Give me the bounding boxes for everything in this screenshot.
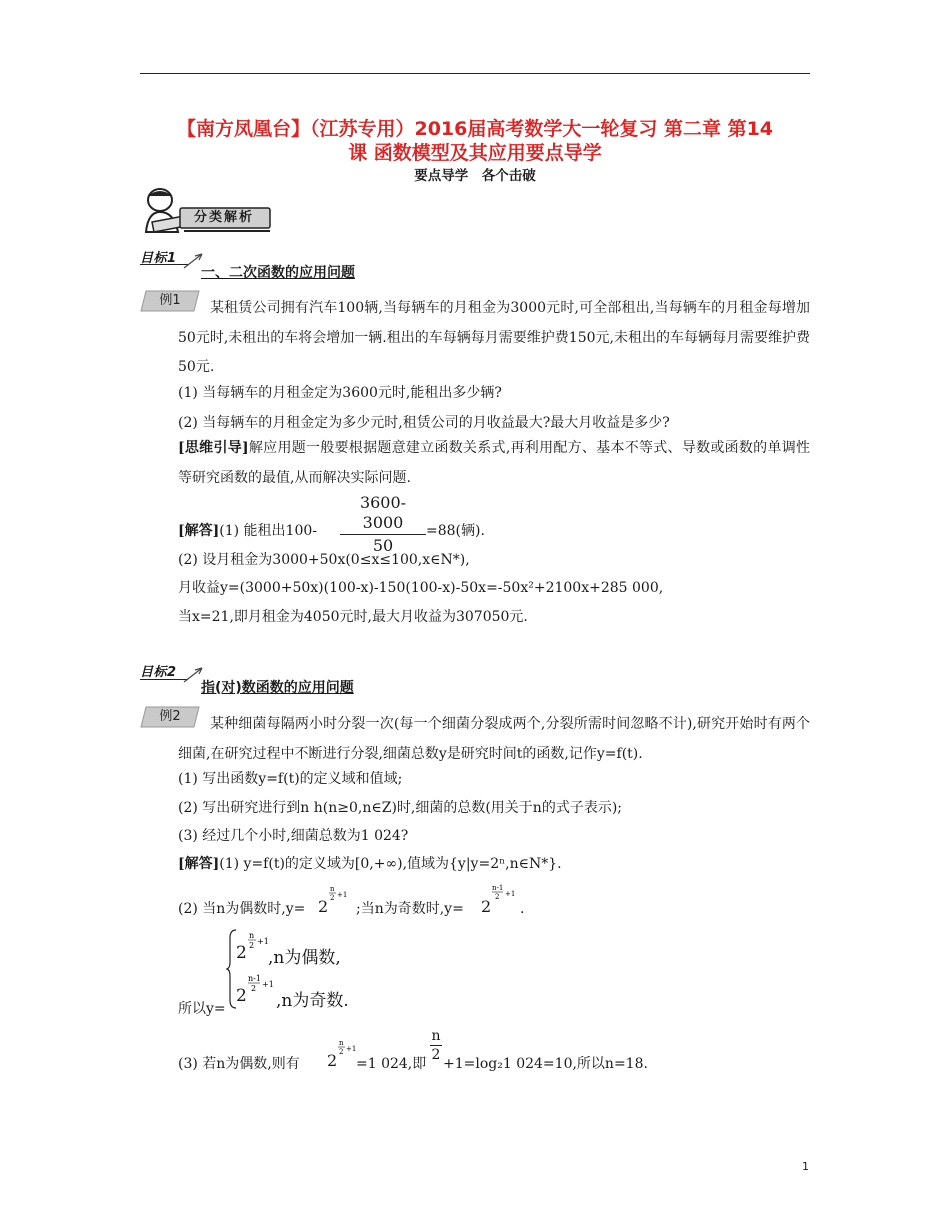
section-banner: [138, 186, 273, 234]
answer1-part3: 月收益y=(3000+50x)(100-x)-150(100-x)-50x=-50x²+2100x+285 000,: [178, 580, 664, 596]
svg-text:n: n: [330, 885, 335, 893]
document-subtitle: 要点导学 各个击破: [414, 168, 536, 184]
document-title-line2: 课 函数模型及其应用要点导学: [348, 142, 602, 164]
power-base: 2: [236, 943, 247, 963]
example2-question3: (3) 经过几个小时,细菌总数为1 024?: [178, 828, 409, 844]
answer2-part3-end: +1=log₂1 024=10,所以n=18.: [443, 1056, 648, 1072]
power-base: 2: [327, 1051, 338, 1070]
example2-problem: 某种细菌每隔两小时分裂一次(每一个细菌分裂成两个,分裂所需时间忽略不计),研究开始时有两个细菌,在研究过程中不断进行分裂,细菌总数y是研究时间t的函数,记作y=f(t).: [178, 716, 810, 762]
svg-text:2: 2: [251, 984, 257, 993]
power-base: 2: [236, 986, 247, 1006]
example1-problem: 某租赁公司拥有汽车100辆,当每辆车的月租金为3000元时,可全部租出,当每辆车的月租金每增加50元时,未租出的车将会增加一辆.租出的车每辆每月需要维护费150元,未租出的车每辆每月需要维护费50元.: [178, 300, 810, 375]
svg-text:+1: +1: [262, 980, 274, 989]
answer2-label: [解答]: [178, 856, 220, 872]
goal1-badge: 目标1: [140, 251, 177, 266]
exponent-even-2: [247, 931, 269, 953]
answer1-fraction: [340, 493, 426, 556]
banner-label: 分类解析: [194, 210, 255, 225]
example1-label: 例1: [159, 293, 181, 308]
svg-text:+1: +1: [257, 937, 269, 946]
svg-text:+1: +1: [337, 891, 348, 899]
case-even-text: ,n为偶数,: [268, 948, 341, 968]
svg-text:2: 2: [330, 894, 335, 902]
goal1-heading: 一、二次函数的应用问题: [201, 265, 355, 281]
answer2-part2-end: .: [520, 901, 525, 917]
example2-label: 例2: [159, 709, 181, 724]
answer2-part2-mid: ;当n为奇数时,y=: [356, 901, 464, 917]
answer1-suffix: =88(辆).: [426, 523, 485, 539]
header-rule: [140, 73, 810, 74]
goal2-badge: 目标2: [140, 665, 177, 680]
example1-hint: [178, 434, 810, 493]
goal2-heading: 指(对)数函数的应用问题: [201, 680, 354, 696]
example1-question2: (2) 当每辆车的月租金定为多少元时,租赁公司的月收益最大?最大月收益是多少?: [178, 415, 670, 431]
example2-question2: (2) 写出研究进行到n h(n≥0,n∈Z)时,细菌的总数(用关于n的式子表示);: [178, 800, 623, 816]
answer2-so-y: 所以y=: [178, 1001, 226, 1017]
n-over-2-numerator: n: [431, 1028, 441, 1044]
exponent-odd-2: [247, 974, 277, 996]
answer2-part1-text: (1) y=f(t)的定义域为[0,+∞),值域为{y|y=2ⁿ,n∈N*}.: [219, 856, 562, 872]
n-over-2: [430, 1028, 442, 1063]
n-over-2-denominator: 2: [431, 1047, 441, 1063]
power-base: 2: [318, 897, 329, 916]
example1-question1: (1) 当每辆车的月租金定为3600元时,能租出多少辆?: [178, 385, 502, 401]
svg-text:n-1: n-1: [248, 974, 261, 983]
power-base: 2: [481, 897, 492, 916]
svg-text:n: n: [249, 931, 255, 940]
answer2-part2-prefix: (2) 当n为偶数时,y=: [178, 901, 306, 917]
answer1-label: [解答]: [178, 523, 220, 539]
fraction-denominator: 50: [372, 536, 394, 555]
answer2-part3-mid: =1 024,即: [356, 1056, 427, 1072]
answer1-part1: [178, 521, 317, 541]
exponent-even-1: [328, 885, 348, 907]
goal2-underline: [140, 679, 188, 680]
svg-text:n-1: n-1: [492, 884, 504, 892]
fraction-numerator: 3600-3000: [359, 493, 407, 532]
exponent-odd-1: [491, 884, 521, 906]
exponent-even-3: [337, 1039, 357, 1061]
svg-text:+1: +1: [505, 890, 516, 898]
answer1-part2: (2) 设月租金为3000+50x(0≤x≤100,x∈N*),: [178, 552, 470, 568]
hint-label: [思维引导]: [178, 440, 249, 456]
svg-text:n: n: [339, 1039, 344, 1047]
hint-text: 解应用题一般要根据题意建立函数关系式,再利用配方、基本不等式、导数或函数的单调性等研究函数的最值,从而解决实际问题.: [178, 440, 811, 486]
answer2-part1: [178, 854, 562, 874]
goal1-underline: [140, 264, 188, 265]
answer1-prefix: (1) 能租出100-: [219, 523, 317, 539]
case-odd-text: ,n为奇数.: [276, 991, 349, 1011]
page-number: 1: [802, 1160, 809, 1173]
svg-text:2: 2: [339, 1048, 344, 1056]
answer2-part3-prefix: (3) 若n为偶数,则有: [178, 1056, 300, 1072]
svg-text:2: 2: [249, 941, 255, 950]
answer1-part4: 当x=21,即月租金为4050元时,最大月收益为307050元.: [178, 609, 528, 625]
document-title-line1: 【南方凤凰台】（江苏专用）2016届高考数学大一轮复习 第二章 第14: [176, 118, 774, 140]
example2-question1: (1) 写出函数y=f(t)的定义域和值域;: [178, 771, 403, 787]
svg-text:2: 2: [495, 893, 500, 901]
svg-text:+1: +1: [346, 1045, 357, 1053]
